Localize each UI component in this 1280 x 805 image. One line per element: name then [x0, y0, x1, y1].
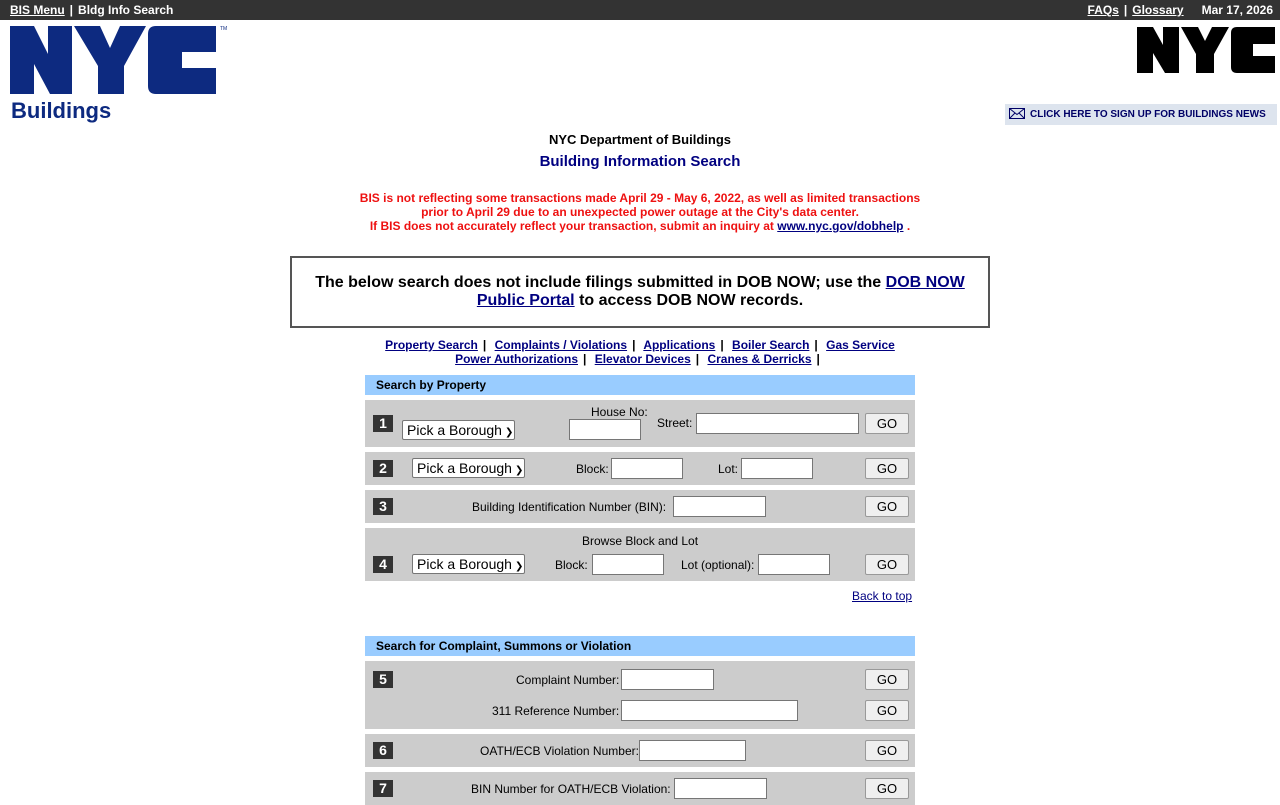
- separator: |: [583, 352, 587, 366]
- lot-optional-label: Lot (optional):: [681, 558, 755, 572]
- borough-select-value: Pick a Borough: [417, 556, 512, 572]
- separator: |: [720, 338, 724, 352]
- notice-text-suffix: to access DOB NOW records.: [579, 292, 804, 309]
- search-row-block-lot: [365, 452, 915, 485]
- search-row-oath-ecb: [365, 734, 915, 767]
- 311-reference-label: 311 Reference Number:: [492, 704, 620, 718]
- outage-alert: [0, 191, 1280, 233]
- separator: |: [1123, 3, 1128, 17]
- oath-ecb-violation-label: OATH/ECB Violation Number:: [480, 744, 639, 758]
- department-name: NYC Department of Buildings: [548, 132, 731, 147]
- nyc-logo-icon: [10, 24, 220, 96]
- search-type-nav: [0, 338, 1280, 366]
- complaint-number-input[interactable]: [621, 669, 714, 690]
- browse-block-input[interactable]: [592, 554, 664, 575]
- complaint-number-label: Complaint Number:: [516, 673, 620, 687]
- buildings-wordmark: Buildings: [11, 98, 112, 123]
- nav-power-authorizations[interactable]: Power Authorizations: [455, 352, 578, 366]
- buildings-news-signup-link[interactable]: [1005, 104, 1277, 125]
- row-number: 1: [373, 415, 393, 432]
- glossary-link[interactable]: Glossary: [1132, 3, 1184, 17]
- block-input[interactable]: [611, 458, 683, 479]
- nav-gas-service[interactable]: Gas Service: [826, 338, 895, 352]
- borough-select-value: Pick a Borough: [417, 460, 512, 476]
- dob-now-notice: [290, 256, 990, 328]
- separator: |: [816, 352, 820, 366]
- alert-period: .: [906, 219, 911, 233]
- 311-reference-input[interactable]: [621, 700, 798, 721]
- borough-select-value: Pick a Borough: [407, 422, 502, 438]
- oath-ecb-violation-input[interactable]: [639, 740, 746, 761]
- row-number: 4: [373, 556, 393, 573]
- section-header-complaint: Search for Complaint, Summons or Violation: [365, 636, 915, 656]
- dobhelp-link[interactable]: www.nyc.gov/dobhelp: [777, 219, 904, 233]
- notice-text-prefix: The below search does not include filings submitted in DOB NOW; use the: [315, 274, 882, 291]
- chevron-down-icon: ❯: [514, 465, 524, 476]
- house-no-input[interactable]: [569, 419, 641, 440]
- street-input[interactable]: [696, 413, 859, 434]
- nav-complaints-violations[interactable]: Complaints / Violations: [494, 338, 628, 352]
- row-number: 6: [373, 742, 393, 759]
- section-header-property: Search by Property: [365, 375, 915, 395]
- bin-label: Building Identification Number (BIN):: [472, 500, 667, 514]
- page-title: Building Information Search: [539, 153, 741, 170]
- current-date: Mar 17, 2026: [1201, 3, 1273, 17]
- row-number: 3: [373, 498, 393, 515]
- separator: |: [814, 338, 818, 352]
- go-button-2[interactable]: GO: [865, 458, 909, 479]
- browse-lot-input[interactable]: [758, 554, 830, 575]
- separator: |: [69, 3, 74, 17]
- alert-line-3: If BIS does not accurately reflect your transaction, submit an inquiry at: [369, 219, 774, 233]
- bin-oath-ecb-label: BIN Number for OATH/ECB Violation:: [471, 782, 671, 796]
- bin-input[interactable]: [673, 496, 766, 517]
- go-button-7[interactable]: GO: [865, 778, 909, 799]
- borough-select-4[interactable]: [412, 554, 525, 574]
- envelope-icon: [1009, 108, 1025, 119]
- bin-oath-ecb-input[interactable]: [674, 778, 767, 799]
- row-number: 7: [373, 780, 393, 797]
- chevron-down-icon: ❯: [514, 561, 524, 572]
- row-number: 5: [373, 671, 393, 688]
- block-label: Block:: [576, 462, 609, 476]
- dob-now-portal-link[interactable]: DOB NOW Public Portal: [476, 274, 965, 309]
- go-button-5b[interactable]: GO: [865, 700, 909, 721]
- block-label: Block:: [555, 558, 588, 572]
- current-page-label: Bldg Info Search: [78, 3, 174, 17]
- bis-menu-link[interactable]: BIS Menu: [10, 3, 65, 17]
- search-row-browse-block-lot: [365, 528, 915, 581]
- signup-label: CLICK HERE TO SIGN UP FOR BUILDINGS NEWS: [1030, 109, 1266, 120]
- nyc-buildings-logo[interactable]: [10, 24, 228, 126]
- go-button-4[interactable]: GO: [865, 554, 909, 575]
- search-row-address: [365, 400, 915, 447]
- street-label: Street:: [657, 416, 693, 430]
- row-number: 2: [373, 460, 393, 477]
- nav-elevator-devices[interactable]: Elevator Devices: [594, 352, 691, 366]
- go-button-1[interactable]: GO: [865, 413, 909, 434]
- go-button-3[interactable]: GO: [865, 496, 909, 517]
- back-to-top-link[interactable]: Back to top: [852, 589, 913, 603]
- nyc-logo-right[interactable]: [1135, 25, 1277, 78]
- go-button-5a[interactable]: GO: [865, 669, 909, 690]
- borough-select-1[interactable]: [402, 420, 515, 440]
- search-row-complaint: [365, 661, 915, 729]
- house-no-label: House No:: [591, 405, 648, 419]
- nav-applications[interactable]: Applications: [643, 338, 716, 352]
- browse-block-lot-title: Browse Block and Lot: [582, 534, 699, 548]
- go-button-6[interactable]: GO: [865, 740, 909, 761]
- borough-select-2[interactable]: [412, 458, 525, 478]
- nyc-black-logo-icon: [1135, 25, 1277, 75]
- separator: |: [482, 338, 487, 352]
- nav-boiler-search[interactable]: Boiler Search: [732, 338, 810, 352]
- nav-cranes-derricks[interactable]: Cranes & Derricks: [707, 352, 812, 366]
- alert-line-1: BIS is not reflecting some transactions made April 29 - May 6, 2022, as well as limited transactions: [359, 191, 921, 205]
- search-row-bin-oath-ecb: [365, 772, 915, 805]
- lot-label: Lot:: [718, 462, 739, 476]
- lot-input[interactable]: [741, 458, 813, 479]
- nav-property-search[interactable]: Property Search: [385, 338, 478, 352]
- top-nav-bar: [0, 0, 1280, 20]
- trademark: TM: [220, 26, 228, 32]
- faqs-link[interactable]: FAQs: [1087, 3, 1119, 17]
- chevron-down-icon: ❯: [504, 427, 514, 438]
- search-row-bin: [365, 490, 915, 523]
- alert-line-2: prior to April 29 due to an unexpected power outage at the City's data center.: [421, 205, 859, 219]
- separator: |: [695, 352, 700, 366]
- separator: |: [632, 338, 636, 352]
